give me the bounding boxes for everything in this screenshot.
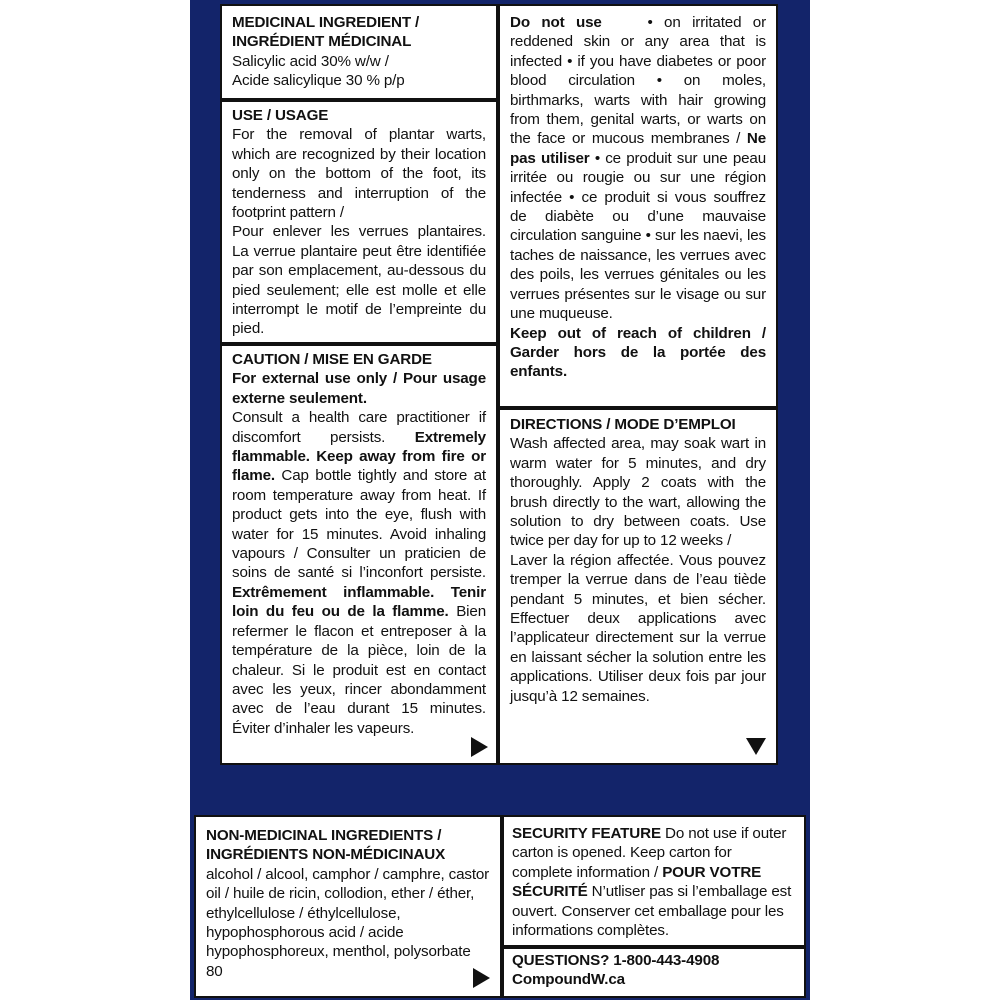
non-medicinal-panel bbox=[194, 815, 502, 998]
continue-arrow-icon bbox=[473, 968, 490, 988]
security-text-fr: N’utliser pas si l’emballage est ouvert. Conserver cet emballage pour les informations complètes. bbox=[512, 883, 792, 940]
non-medicinal-heading: NON-MEDICINAL INGREDIENTS / INGRÉDIENTS NON-MÉDICINAUX bbox=[206, 827, 446, 864]
caution-external-use: For external use only / Pour usage externe seulement. bbox=[232, 370, 486, 407]
caution-consult-en: Consult a health care practitioner if discomfort persists. bbox=[232, 409, 486, 446]
do-not-use-label-en: Do not use bbox=[510, 14, 602, 31]
do-not-use-text-fr: • ce produit sur une peau irritée ou rougie ou sur une région infectée • ce produit si vous souffrez de diabète ou d’une mauvaise circulation sanguine • sur les naevi, les taches de naissance, les verrues avec des poils, les verrues génitales ou les verrues présentes sur le visage ou sur une muqueuse. bbox=[510, 149, 767, 323]
non-medicinal-list: alcohol / alcool, camphor / camphre, castor oil / huile de ricin, collodion, ether / éther, ethylcellulose / éthylcellulose, hypophosphorous acid / acide hypophosphoreux, menthol, polysorbate 80 bbox=[206, 865, 490, 980]
do-not-use-panel bbox=[498, 4, 778, 408]
questions-phone: QUESTIONS? 1-800-443-4908 bbox=[512, 952, 720, 969]
use-text-fr: Pour enlever les verrues plantaires. La verrue plantaire peut être identifiée par son emplacement, au-dessous du pied seulement; elle est molle et elle interrompt le motif de l’empreinte du pied. bbox=[232, 223, 486, 338]
directions-panel bbox=[498, 408, 778, 765]
caution-heading: CAUTION / MISE EN GARDE bbox=[232, 351, 432, 368]
use-heading: USE / USAGE bbox=[232, 107, 329, 124]
do-not-use-body bbox=[510, 13, 766, 324]
continue-arrow-icon bbox=[471, 737, 488, 757]
security-label-fr: POUR VOTRE SÉCURITÉ bbox=[512, 863, 762, 901]
caution-flammable-en: Extremely flammable. Keep away from fire or flame. bbox=[232, 428, 486, 485]
do-not-use-text-en: • on irritated or reddened skin or any area that is infected • if you have diabetes or poor blood circulation • on moles, birthmarks, warts with hair growing from them, genital warts, or warts on the face or mucous membranes / bbox=[510, 14, 767, 148]
questions-panel bbox=[502, 947, 806, 998]
do-not-use-label-fr: Ne pas utiliser bbox=[510, 130, 766, 167]
security-label-en: SECURITY FEATURE bbox=[512, 825, 661, 842]
caution-panel bbox=[220, 344, 498, 765]
medicinal-ingredient-panel bbox=[220, 4, 498, 100]
website-link[interactable]: CompoundW.ca bbox=[512, 971, 625, 989]
use-text-en: For the removal of plantar warts, which are recognized by their location only on the bottom of the foot, its tenderness and interruption of the footprint pattern / bbox=[232, 126, 486, 222]
caution-storage-fr: Bien refermer le flacon et entreposer à la température de la pièce, loin de la chaleur. Si le produit est en contact avec les yeux, rincer abondamment avec de l’eau durant 15 minutes. Éviter d’inhaler les vapeurs. bbox=[232, 603, 486, 737]
security-text-en: Do not use if outer carton is opened. Keep carton for complete information / bbox=[512, 825, 787, 881]
medicinal-text-en: Salicylic acid 30% w/w / bbox=[232, 52, 389, 70]
medicinal-heading: MEDICINAL INGREDIENT / INGRÉDIENT MÉDICINAL bbox=[232, 14, 420, 51]
directions-text-fr: Laver la région affectée. Vous pouvez tremper la verrue dans de l’eau tiède pendant 5 minutes, et bien sécher. Effectuer deux applications avec l’applicateur directement sur la verrue en laissant sécher la solution entre les applications. Utiliser deux fois par jour jusqu’à 12 semaines. bbox=[510, 551, 766, 705]
caution-storage-en: Cap bottle tightly and store at room temperature away from heat. If product gets into the eye, flush with water for 15 minutes. Avoid inhaling vapours / Consulter un praticien de soins de santé si l’inconfort persiste. bbox=[232, 467, 486, 582]
security-feature-panel bbox=[502, 815, 806, 947]
security-body bbox=[512, 824, 796, 940]
directions-heading: DIRECTIONS / MODE D’EMPLOI bbox=[510, 416, 736, 433]
use-panel bbox=[220, 100, 498, 344]
medicinal-text-fr: Acide salicylique 30 % p/p bbox=[232, 72, 405, 90]
keep-out-of-reach: Keep out of reach of children / Garder hors de la portée des enfants. bbox=[510, 324, 766, 381]
caution-flammable-fr: Extrêmement inflammable. Tenir loin du feu ou de la flamme. bbox=[232, 583, 486, 621]
caution-body bbox=[232, 408, 486, 738]
continue-down-arrow-icon bbox=[746, 738, 766, 755]
directions-text-en: Wash affected area, may soak wart in warm water for 5 minutes, and dry thoroughly. Apply 2 coats with the brush directly to the wart, allowing the solution to dry between coats. Use twice per day for up to 12 weeks / bbox=[510, 435, 766, 550]
